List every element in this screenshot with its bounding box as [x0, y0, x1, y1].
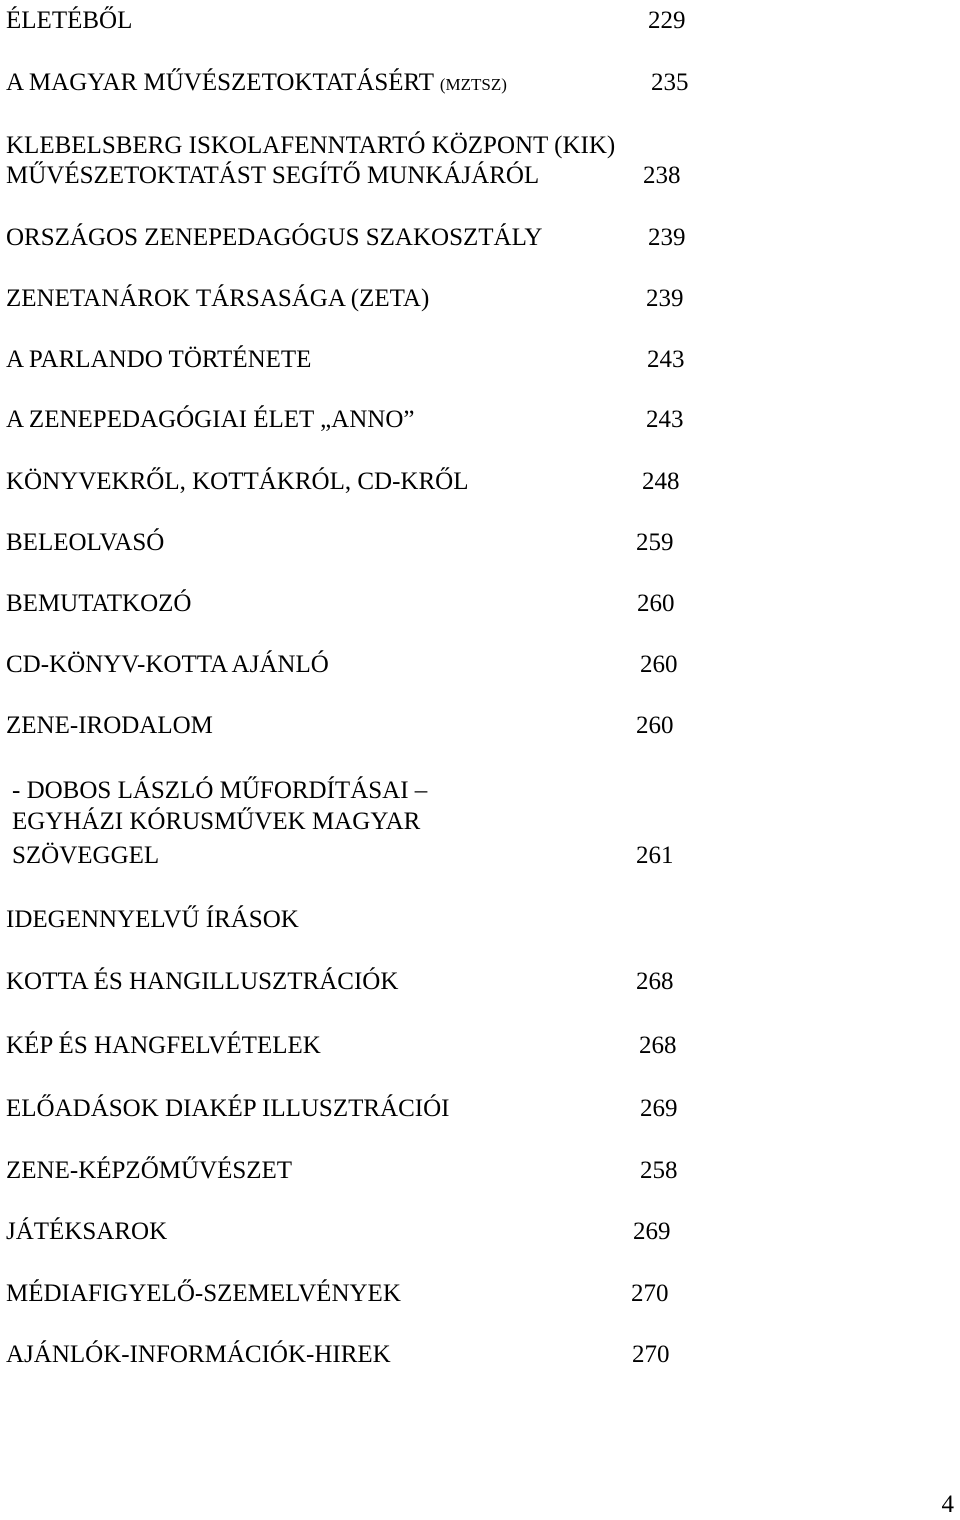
toc-entry-page: 243: [647, 346, 685, 373]
toc-entry-page: 270: [631, 1280, 669, 1307]
toc-entry-title: KÉP ÉS HANGFELVÉTELEK: [6, 1032, 321, 1059]
toc-entry-title-text: A MAGYAR MŰVÉSZETOKTATÁSÉRT: [6, 69, 434, 96]
toc-entry-title: KOTTA ÉS HANGILLUSZTRÁCIÓK: [6, 968, 399, 995]
toc-entry-title: ELŐADÁSOK DIAKÉP ILLUSZTRÁCIÓI: [6, 1095, 450, 1122]
toc-entry-page: 235: [651, 69, 689, 96]
toc-entry-page: 239: [646, 285, 684, 312]
toc-entry-page: 260: [636, 712, 674, 739]
toc-entry-title-line2: MŰVÉSZETOKTATÁST SEGÍTŐ MUNKÁJÁRÓL: [6, 162, 540, 189]
toc-entry-title: IDEGENNYELVŰ ÍRÁSOK: [6, 906, 299, 933]
toc-entry-title: BELEOLVASÓ: [6, 529, 165, 556]
toc-entry-page: 243: [646, 406, 684, 433]
toc-entry-page: 260: [637, 590, 675, 617]
toc-entry-title-line1: KLEBELSBERG ISKOLAFENNTARTÓ KÖZPONT (KIK): [6, 132, 616, 159]
toc-entry-title-line3: SZÖVEGGEL: [12, 842, 160, 869]
toc-entry-page: 269: [640, 1095, 678, 1122]
toc-entry-note: (MZTSZ): [439, 75, 507, 94]
toc-entry-page: 258: [640, 1157, 678, 1184]
toc-entry-page: 269: [633, 1218, 671, 1245]
toc-entry-page: 270: [632, 1341, 670, 1368]
toc-entry-page: 229: [648, 7, 686, 34]
toc-entry-page: 259: [636, 529, 674, 556]
toc-entry-page: 261: [636, 842, 674, 869]
toc-entry-title-line2: EGYHÁZI KÓRUSMŰVEK MAGYAR: [12, 808, 421, 835]
toc-entry-title: ZENETANÁROK TÁRSASÁGA (ZETA): [6, 285, 430, 312]
toc-entry-title: BEMUTATKOZÓ: [6, 590, 192, 617]
toc-entry-page: 268: [639, 1032, 677, 1059]
toc-entry-title-line1: - DOBOS LÁSZLÓ MŰFORDÍTÁSAI –: [12, 777, 428, 804]
toc-entry-title: ÉLETÉBŐL: [6, 7, 133, 34]
toc-entry-title: [6, 68, 507, 100]
toc-entry-title: KÖNYVEKRŐL, KOTTÁKRÓL, CD-KRŐL: [6, 468, 469, 495]
toc-entry-page: 238: [643, 162, 681, 189]
toc-entry-title: MÉDIAFIGYELŐ-SZEMELVÉNYEK: [6, 1280, 401, 1307]
page-number: 4: [941, 1491, 954, 1518]
toc-entry-page: 239: [648, 224, 686, 251]
toc-entry-page: 248: [642, 468, 680, 495]
toc-entry-title: JÁTÉKSAROK: [6, 1218, 168, 1245]
toc-entry-title: AJÁNLÓK-INFORMÁCIÓK-HIREK: [6, 1341, 391, 1368]
toc-entry-title: ORSZÁGOS ZENEPEDAGÓGUS SZAKOSZTÁLY: [6, 224, 543, 251]
toc-entry-title: A PARLANDO TÖRTÉNETE: [6, 346, 312, 373]
toc-entry-title: ZENE-IRODALOM: [6, 712, 213, 739]
toc-entry-title: CD-KÖNYV-KOTTA AJÁNLÓ: [6, 651, 329, 678]
toc-entry-title: A ZENEPEDAGÓGIAI ÉLET „ANNO”: [6, 406, 415, 433]
toc-entry-title: ZENE-KÉPZŐMŰVÉSZET: [6, 1157, 293, 1184]
toc-entry-page: 268: [636, 968, 674, 995]
toc-entry-page: 260: [640, 651, 678, 678]
